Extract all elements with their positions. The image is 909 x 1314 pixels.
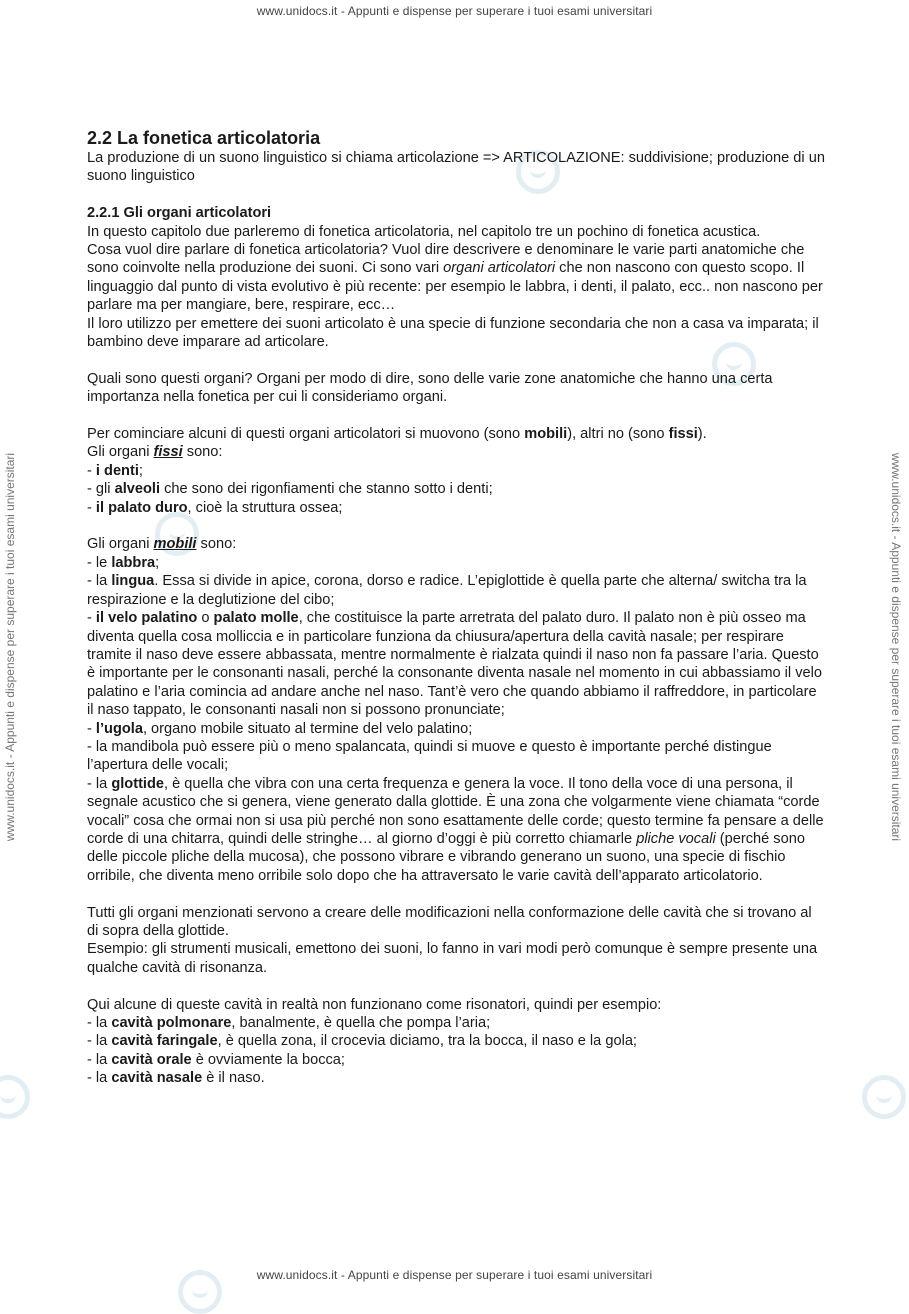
paragraph: Quali sono questi organi? Organi per modo di dire, sono delle varie zone anatomiche che hanno una certa importanza nella fonetica per cui li consideriamo organi.: [87, 370, 773, 406]
unidocs-logo-icon: [178, 1270, 222, 1314]
section-intro: La produzione di un suono linguistico si chiama articolazione => ARTICOLAZIONE: suddivisione; produzione di un suono linguistico: [87, 150, 825, 185]
section-title: 2.2 La fonetica articolatoria: [87, 128, 321, 148]
list-item: - il palato duro, cioè la struttura ossea;: [87, 499, 343, 516]
document-body: [87, 127, 827, 1088]
list-item: - la cavità polmonare, banalmente, è quella che pompa l’aria;: [87, 1015, 491, 1031]
list-item: - la cavità orale è ovviamente la bocca;: [87, 1051, 345, 1068]
list-item: - l’ugola, organo mobile situato al termine del velo palatino;: [87, 720, 473, 737]
header-watermark: www.unidocs.it - Appunti e dispense per superare i tuoi esami universitari: [256, 4, 653, 18]
list-item: - la glottide, è quella che vibra con una certa frequenza e genera la voce. Il tono della voce di una persona, il segnale acustico che si genera, viene generato dalla glottide. È una zona che volgarmente viene chiamata “corde vocali” cosa che ormai non si usa più perché non sono esattamente delle corde; questo termine fa pensare a delle corde di una chitarra, quindi delle stringhe… al giorno d’oggi è più corretto chiamarle pliche vocali (perché sono delle piccole pliche della mucosa), che possono vibrare e vibrando generano un suono, una specie di fischio orribile, che diventa meno orribile solo dopo che ha attraversato le varie cavità dell’apparato articolatorio.: [87, 775, 824, 884]
list-item: - la lingua. Essa si divide in apice, corona, dorso e radice. L’epiglottide è quella parte che alterna/ switcha tra la respirazione e la deglutizione del cibo;: [87, 573, 807, 608]
list-heading-mobili: Gli organi mobili sono:: [87, 536, 237, 553]
list-item: - la mandibola può essere più o meno spalancata, quindi si muove e questo è importante perché distingue l’apertura delle vocali;: [87, 738, 772, 774]
list-item: - i denti;: [87, 462, 143, 479]
paragraph: Tutti gli organi menzionati servono a creare delle modificazioni nella conformazione delle cavità che si trovano al di sopra della glottide.: [87, 904, 812, 939]
list-item: - gli alveoli che sono dei rigonfiamenti che stanno sotto i denti;: [87, 481, 493, 498]
paragraph: Qui alcune di queste cavità in realtà non funzionano come risonatori, quindi per esempio:: [87, 996, 662, 1013]
list-item: - le labbra;: [87, 554, 160, 571]
paragraph: Cosa vuol dire parlare di fonetica articolatoria? Vuol dire descrivere e denominare le varie parti anatomiche che sono coinvolte nella produzione dei suoni. Ci sono vari organi articolatori che non nascono con questo scopo. Il linguaggio dal punto di vista evolutivo è più recente: per esempio le labbra, i denti, il palato, ecc.. non nascono per parlare ma per mangiare, bere, respirare, ecc…: [87, 242, 823, 314]
paragraph: Per cominciare alcuni di questi organi articolatori si muovono (sono mobili), altri no (sono fissi).: [87, 426, 707, 443]
unidocs-logo-icon: [862, 1075, 906, 1119]
paragraph: Esempio: gli strumenti musicali, emettono dei suoni, lo fanno in vari modi però comunque è sempre presente una qualche cavità di risonanza.: [87, 941, 818, 976]
list-heading-fissi: Gli organi fissi sono:: [87, 444, 223, 461]
list-item: - la cavità faringale, è quella zona, il crocevia diciamo, tra la bocca, il naso e la gola;: [87, 1033, 637, 1050]
footer-watermark: www.unidocs.it - Appunti e dispense per superare i tuoi esami universitari: [256, 1268, 653, 1282]
side-watermark-right: www.unidocs.it - Appunti e dispense per superare i tuoi esami universitari: [889, 452, 903, 842]
unidocs-logo-icon: [0, 1075, 30, 1119]
list-item: - il velo palatino o palato molle, che costituisce la parte arretrata del palato duro. Il palato non è più osseo ma diventa quella cosa molliccia e in particolare funziona da chiusura/apertura della cavità nasale; per respirare tramite il naso deve essere abbassata, mentre normalmente è rialzata quindi il naso non fa passare l’aria. Questo è importante per le consonanti nasali, perché la consonante diventa nasale nel momento in cui abbassiamo il velo palatino e l’aria comincia ad andare anche nel naso. Tant’è vero che quando abbiamo il raffreddore, in particolare il naso tappato, le consonanti nasali non si possono pronunciate;: [87, 610, 822, 719]
subsection-title: 2.2.1 Gli organi articolatori: [87, 205, 272, 222]
paragraph: Il loro utilizzo per emettere dei suoni articolato è una specie di funzione secondaria che non a casa va imparata; il bambino deve imparare ad articolare.: [87, 315, 819, 351]
paragraph: In questo capitolo due parleremo di fonetica articolatoria, nel capitolo tre un pochino di fonetica acustica.: [87, 223, 761, 240]
list-item: - la cavità nasale è il naso.: [87, 1070, 265, 1087]
side-watermark-left: www.unidocs.it - Appunti e dispense per superare i tuoi esami universitari: [3, 452, 17, 842]
